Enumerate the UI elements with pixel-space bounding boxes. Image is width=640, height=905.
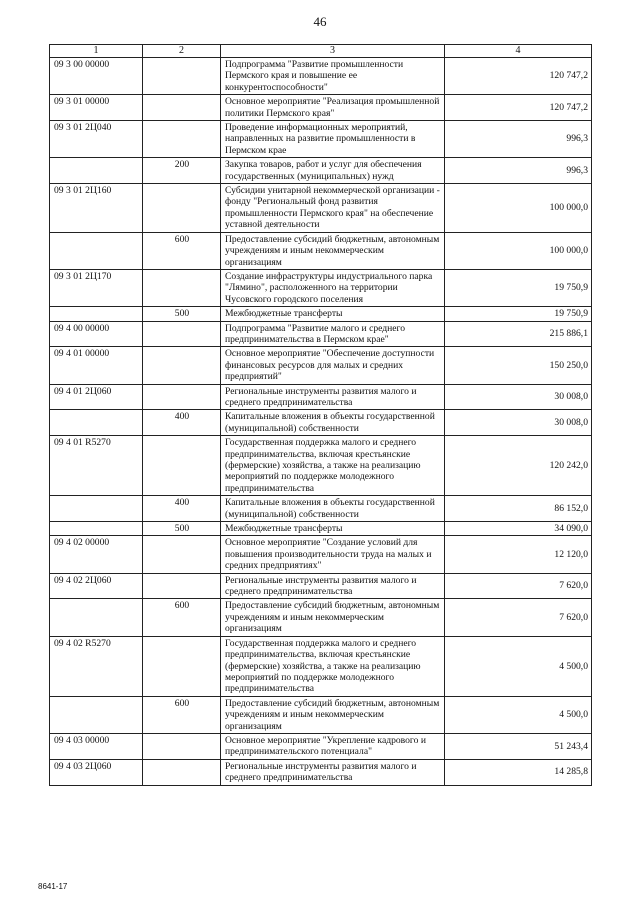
cell-amount: 51 243,4 [445,733,592,759]
cell-amount: 120 242,0 [445,436,592,496]
budget-table [49,44,592,786]
cell-amount: 19 750,9 [445,307,592,321]
cell-code: 09 3 01 00000 [50,95,143,121]
cell-amount: 34 090,0 [445,522,592,536]
cell-amount: 215 886,1 [445,321,592,347]
cell-amount: 150 250,0 [445,347,592,384]
table-row [50,158,592,184]
cell-code [50,410,143,436]
table-row [50,384,592,410]
cell-expense-type: 200 [143,158,221,184]
cell-expense-type [143,536,221,573]
column-header-1: 1 [50,45,143,58]
table-row [50,536,592,573]
cell-code [50,696,143,733]
cell-expense-type [143,121,221,158]
cell-expense-type: 500 [143,307,221,321]
cell-amount: 14 285,8 [445,759,592,785]
cell-amount: 4 500,0 [445,636,592,696]
cell-expense-type [143,269,221,306]
column-header-4: 4 [445,45,592,58]
cell-name: Региональные инструменты развития малого и среднего предпринимательства [221,573,445,599]
cell-name: Подпрограмма "Развитие малого и среднего предпринимательства в Пермском крае" [221,321,445,347]
cell-amount: 120 747,2 [445,58,592,95]
cell-name: Основное мероприятие "Укрепление кадрового и предпринимательского потенциала" [221,733,445,759]
cell-amount: 7 620,0 [445,573,592,599]
table-row [50,58,592,95]
cell-code: 09 4 02 00000 [50,536,143,573]
cell-name: Предоставление субсидий бюджетным, автономным учреждениям и иным некоммерческим организациям [221,599,445,636]
cell-name: Межбюджетные трансферты [221,307,445,321]
table-row [50,636,592,696]
cell-name: Создание инфраструктуры индустриального парка "Лямино", расположенного на территории Чусовского городского поселения [221,269,445,306]
cell-code [50,158,143,184]
table-row [50,759,592,785]
cell-amount: 4 500,0 [445,696,592,733]
cell-code [50,232,143,269]
table-row [50,121,592,158]
table-row [50,232,592,269]
cell-name: Предоставление субсидий бюджетным, автономным учреждениям и иным некоммерческим организациям [221,696,445,733]
cell-expense-type [143,95,221,121]
page-number: 46 [313,14,327,29]
cell-code: 09 3 01 2Ц170 [50,269,143,306]
cell-code: 09 4 02 R5270 [50,636,143,696]
cell-name: Основное мероприятие "Обеспечение доступности финансовых ресурсов для малых и средних предприятий" [221,347,445,384]
table-row [50,184,592,233]
cell-amount: 100 000,0 [445,232,592,269]
cell-expense-type: 400 [143,496,221,522]
cell-amount: 30 008,0 [445,410,592,436]
cell-expense-type: 500 [143,522,221,536]
cell-expense-type: 600 [143,696,221,733]
table-row [50,599,592,636]
cell-expense-type [143,636,221,696]
cell-code [50,522,143,536]
cell-amount: 120 747,2 [445,95,592,121]
table-row [50,733,592,759]
table-row [50,522,592,536]
table-row [50,307,592,321]
cell-amount: 7 620,0 [445,599,592,636]
cell-amount: 100 000,0 [445,184,592,233]
document-id: 8641-17 [38,882,68,891]
table-row [50,696,592,733]
cell-expense-type: 400 [143,410,221,436]
cell-name: Государственная поддержка малого и среднего предпринимательства, включая крестьянские (фермерские) хозяйства, а также на реализацию мероприятий по поддержке молодежного предпринимательства [221,436,445,496]
table-row [50,410,592,436]
column-header-2: 2 [143,45,221,58]
cell-amount: 12 120,0 [445,536,592,573]
cell-expense-type [143,384,221,410]
cell-code: 09 4 01 2Ц060 [50,384,143,410]
cell-name: Межбюджетные трансферты [221,522,445,536]
cell-expense-type [143,184,221,233]
cell-code [50,496,143,522]
cell-name: Государственная поддержка малого и среднего предпринимательства, включая крестьянские (фермерские) хозяйства, а также на реализацию мероприятий по поддержке молодежного предпринимательства [221,636,445,696]
cell-code: 09 3 01 2Ц160 [50,184,143,233]
cell-code: 09 4 03 00000 [50,733,143,759]
table-row [50,436,592,496]
cell-amount: 86 152,0 [445,496,592,522]
cell-code: 09 4 00 00000 [50,321,143,347]
cell-name: Подпрограмма "Развитие промышленности Пермского края и повышение ее конкурентоспособности" [221,58,445,95]
cell-code [50,599,143,636]
cell-name: Региональные инструменты развития малого и среднего предпринимательства [221,759,445,785]
cell-amount: 30 008,0 [445,384,592,410]
cell-name: Капитальные вложения в объекты государственной (муниципальной) собственности [221,410,445,436]
table-row [50,573,592,599]
cell-code: 09 3 01 2Ц040 [50,121,143,158]
cell-expense-type [143,58,221,95]
table-row [50,496,592,522]
cell-expense-type [143,321,221,347]
cell-amount: 996,3 [445,121,592,158]
table-row [50,269,592,306]
cell-code: 09 3 00 00000 [50,58,143,95]
table-row [50,321,592,347]
cell-name: Капитальные вложения в объекты государственной (муниципальной) собственности [221,496,445,522]
cell-name: Проведение информационных мероприятий, направленных на развитие промышленности в Пермском крае [221,121,445,158]
cell-name: Основное мероприятие "Создание условий для повышения производительности труда на малых и средних предприятиях" [221,536,445,573]
cell-name: Предоставление субсидий бюджетным, автономным учреждениям и иным некоммерческим организациям [221,232,445,269]
cell-code: 09 4 02 2Ц060 [50,573,143,599]
cell-amount: 996,3 [445,158,592,184]
table-row [50,347,592,384]
cell-code: 09 4 01 R5270 [50,436,143,496]
cell-amount: 19 750,9 [445,269,592,306]
cell-code: 09 4 03 2Ц060 [50,759,143,785]
cell-code: 09 4 01 00000 [50,347,143,384]
cell-expense-type [143,436,221,496]
cell-expense-type [143,347,221,384]
table-header-row [50,45,592,58]
column-header-3: 3 [221,45,445,58]
cell-name: Закупка товаров, работ и услуг для обеспечения государственных (муниципальных) нужд [221,158,445,184]
cell-code [50,307,143,321]
table-row [50,95,592,121]
cell-name: Основное мероприятие "Реализация промышленной политики Пермского края" [221,95,445,121]
cell-name: Субсидии унитарной некоммерческой организации - фонду "Региональный фонд развития промышленности Пермского края" на обеспечение уставной деятельности [221,184,445,233]
cell-expense-type [143,759,221,785]
cell-expense-type: 600 [143,232,221,269]
cell-expense-type: 600 [143,599,221,636]
cell-expense-type [143,733,221,759]
budget-table-body [50,45,592,786]
cell-expense-type [143,573,221,599]
cell-name: Региональные инструменты развития малого и среднего предпринимательства [221,384,445,410]
